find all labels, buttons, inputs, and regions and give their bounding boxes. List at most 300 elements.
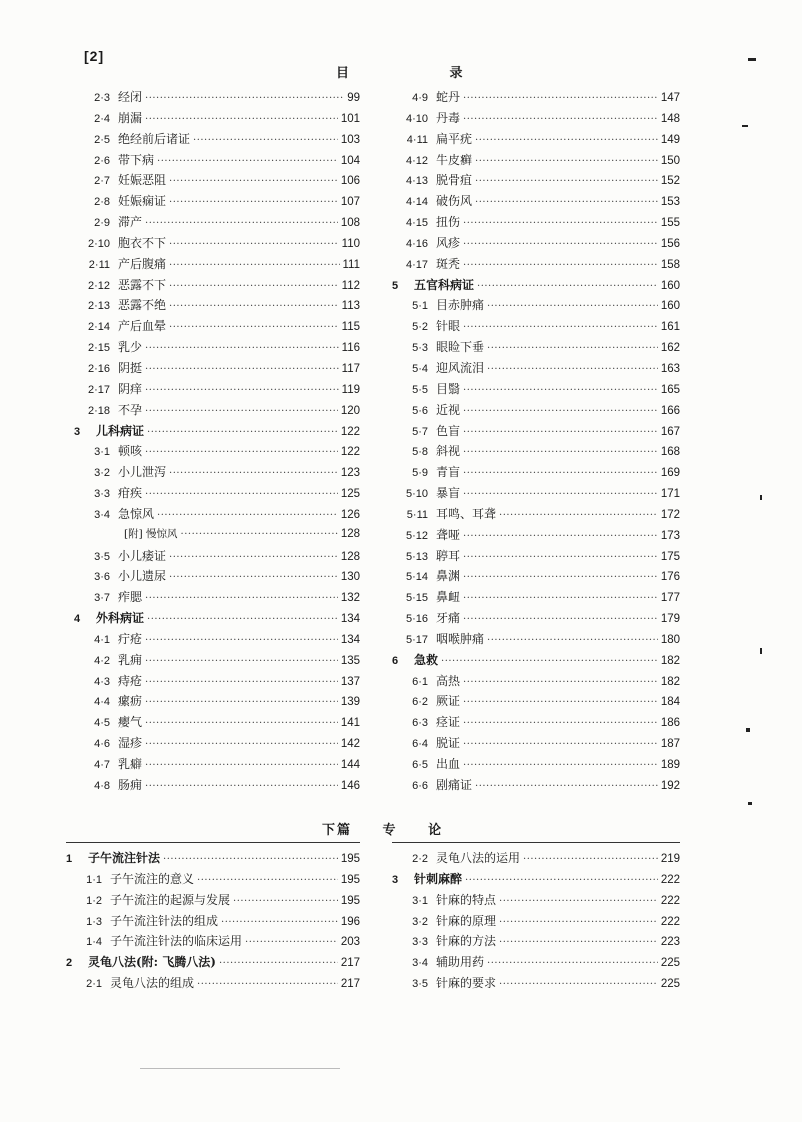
toc-entry-page: 146	[340, 779, 360, 792]
toc-entry-title: 咽喉肿痛	[436, 631, 485, 646]
toc-entry	[74, 567, 360, 588]
dot-leader	[147, 424, 338, 438]
toc-entry	[74, 505, 360, 526]
dot-leader	[463, 590, 658, 604]
toc-entry	[74, 672, 360, 693]
toc-entry-page: 134	[340, 613, 360, 626]
toc-entry-page: 217	[340, 957, 360, 970]
toc-entry-page: 160	[660, 279, 680, 292]
toc-entry	[74, 151, 360, 172]
toc-entry-number: 5·6	[412, 404, 428, 417]
toc-entry-page: 177	[660, 592, 680, 605]
toc-entry-number: 5·4	[412, 362, 428, 375]
toc-entry	[392, 588, 680, 609]
dot-leader	[463, 528, 658, 542]
toc-entry-page: 119	[341, 383, 360, 396]
dot-leader	[499, 893, 658, 907]
toc-entry-page: 156	[660, 237, 680, 250]
dot-leader	[145, 674, 338, 688]
toc-entry-page: 107	[340, 196, 360, 209]
toc-entry-page: 137	[340, 675, 360, 688]
dot-leader	[193, 132, 338, 146]
toc-entry-number: 4·13	[405, 175, 428, 188]
toc-entry-number: 3·5	[412, 978, 428, 991]
dot-leader	[463, 444, 658, 458]
toc-entry	[74, 213, 360, 234]
toc-entry-page: 225	[660, 978, 680, 991]
toc-entry	[392, 463, 680, 484]
toc-entry-number: 5·10	[405, 488, 428, 501]
toc-entry-page: 187	[660, 738, 680, 751]
toc-entry	[392, 755, 680, 776]
toc-entry-title: 子午流注的起源与发展	[110, 892, 231, 907]
toc-entry-number: 2·7	[94, 175, 110, 188]
toc-entry-title: 小儿遗尿	[118, 569, 167, 584]
toc-column-top-left	[74, 88, 360, 797]
dot-leader	[463, 403, 658, 417]
toc-entry	[74, 359, 360, 380]
toc-entry-title: 针麻的原理	[436, 913, 497, 928]
toc-entry-page: 116	[341, 342, 360, 355]
toc-entry-title: 高热	[436, 673, 461, 688]
scan-mark	[760, 495, 762, 500]
toc-entry-page: 123	[340, 467, 360, 480]
toc-entry-number: 5·2	[412, 321, 428, 334]
toc-entry-title: 肠痈	[118, 777, 143, 792]
toc-entry	[74, 755, 360, 776]
dot-leader	[487, 298, 658, 312]
toc-entry-title: 牛皮癣	[436, 152, 473, 167]
toc-entry-number: 4·6	[94, 738, 110, 751]
toc-entry-title: 眼睑下垂	[436, 340, 485, 355]
page-number: [2]	[84, 48, 105, 64]
toc-entry	[74, 380, 360, 401]
toc-entry-page: 115	[341, 321, 360, 334]
toc-entry	[74, 442, 360, 463]
toc-entry-number: 5·16	[405, 613, 428, 626]
toc-entry-title: 瘿气	[118, 715, 143, 730]
dot-leader	[463, 694, 658, 708]
toc-entry	[392, 255, 680, 276]
toc-entry-page: 172	[660, 508, 680, 521]
dot-leader	[523, 851, 658, 865]
toc-entry-title: 阴挺	[118, 360, 143, 375]
toc-entry-title: 妊娠痫证	[118, 194, 167, 209]
toc-entry-title: 辅助用药	[436, 955, 485, 970]
dot-leader	[477, 278, 658, 292]
toc-entry-number: 3·1	[94, 446, 110, 459]
toc-entry-number: 6·1	[412, 675, 428, 688]
toc-entry	[66, 870, 360, 891]
toc-entry-title: 滞产	[118, 215, 143, 230]
toc-entry-title: 痉证	[436, 715, 461, 730]
toc-entry-page: 99	[347, 92, 360, 104]
toc-entry	[392, 953, 680, 974]
toc-entry-page: 169	[660, 467, 680, 480]
dot-leader	[145, 778, 338, 792]
toc-entry-page: 176	[660, 571, 680, 584]
toc-entry-number: 2·13	[87, 300, 110, 313]
dot-leader	[157, 507, 338, 521]
toc-entry-title: 聋哑	[436, 527, 461, 542]
toc-entry-number: 1·1	[86, 873, 102, 886]
dot-leader	[487, 632, 658, 646]
toc-entry-page: 130	[340, 571, 360, 584]
dot-leader	[463, 319, 658, 333]
toc-entry	[74, 171, 360, 192]
toc-entry-page: 134	[340, 633, 360, 646]
toc-entry-number: 3·2	[94, 467, 110, 480]
toc-entry-number: 2·5	[94, 133, 110, 146]
toc-entry-title: 目赤肿痛	[436, 298, 485, 313]
dot-leader	[463, 257, 658, 271]
toc-entry-page: 189	[660, 759, 680, 771]
toc-entry-number: 4·1	[94, 633, 110, 646]
dot-leader	[145, 653, 338, 667]
toc-entry-title: 色盲	[436, 423, 461, 438]
toc-entry-page: 152	[660, 175, 680, 188]
dot-leader	[145, 111, 338, 125]
toc-entry-number: 5·7	[412, 425, 428, 438]
toc-entry	[392, 234, 680, 255]
section-title-part2: 专	[382, 823, 398, 838]
toc-entry	[74, 588, 360, 609]
toc-entry	[392, 974, 680, 995]
toc-entry-page: 117	[341, 362, 360, 375]
toc-entry	[74, 422, 360, 443]
toc-entry-number: 4·11	[406, 133, 428, 146]
toc-entry-title: 针眼	[436, 319, 461, 334]
toc-entry	[392, 338, 680, 359]
toc-entry-title: 迎风流泪	[436, 360, 485, 375]
toc-entry-title: 妊娠恶阻	[118, 173, 167, 188]
toc-entry-number: 2·18	[87, 404, 110, 417]
toc-entry-page: 147	[660, 92, 680, 104]
toc-entry-number: 6·3	[412, 717, 428, 730]
section-title-part3: 论	[428, 823, 444, 838]
toc-entry-page: 217	[340, 978, 360, 991]
toc-entry-number: 2·9	[94, 217, 110, 230]
toc-entry-page: 186	[660, 717, 680, 730]
toc-entry-page: 165	[660, 383, 680, 396]
toc-entry-title: 针麻的方法	[436, 934, 497, 949]
toc-entry	[66, 891, 360, 912]
toc-entry	[392, 401, 680, 422]
toc-entry	[392, 171, 680, 192]
dot-leader	[145, 382, 339, 396]
toc-entry-title: 乳癖	[118, 757, 143, 771]
dot-leader	[169, 278, 339, 292]
toc-entry-title: 小儿痿证	[118, 548, 167, 563]
toc-entry	[392, 651, 680, 672]
dot-leader	[463, 486, 658, 500]
toc-entry-number: 4·3	[94, 675, 110, 688]
dot-leader	[441, 653, 658, 667]
toc-entry-number: 2·3	[94, 92, 110, 104]
toc-entry-page: 112	[341, 279, 360, 292]
toc-entry-title: 斑秃	[436, 256, 461, 271]
toc-entry	[74, 109, 360, 130]
dot-leader	[145, 486, 338, 500]
toc-entry-number: 5·15	[405, 592, 428, 605]
dot-leader	[475, 194, 658, 208]
toc-entry-title: 经闭	[118, 90, 143, 104]
dot-leader	[157, 153, 338, 167]
toc-entry	[74, 651, 360, 672]
toc-entry-number: 6·4	[412, 738, 428, 751]
toc-entry-title: 恶露不绝	[118, 298, 167, 313]
toc-entry-page: 162	[660, 342, 680, 355]
toc-entry	[74, 463, 360, 484]
toc-entry	[392, 422, 680, 443]
toc-entry-number: 4·7	[94, 759, 110, 771]
scan-rule-bottom	[140, 1068, 340, 1069]
toc-entry-title: 绝经前后诸证	[118, 131, 191, 146]
dot-leader	[145, 736, 338, 750]
toc-entry	[66, 953, 360, 974]
toc-entry-number: 5·5	[412, 383, 428, 396]
dot-leader	[463, 215, 658, 229]
section-title-part1: 下篇	[322, 823, 353, 838]
dot-leader	[463, 465, 658, 479]
toc-entry-title: 子午流注针法	[88, 851, 161, 865]
toc-entry-number: 2·12	[87, 279, 110, 292]
toc-entry	[392, 776, 680, 797]
toc-entry-page: 182	[660, 675, 680, 688]
dot-leader	[475, 132, 658, 146]
toc-entry-page: 141	[340, 717, 360, 730]
toc-entry-page: 175	[660, 550, 680, 563]
toc-entry	[74, 609, 360, 630]
toc-entry-title: 小儿泄泻	[118, 465, 167, 480]
toc-entry	[392, 442, 680, 463]
dot-leader	[475, 173, 658, 187]
toc-entry-page: 153	[660, 196, 680, 209]
toc-entry-title: 蛇丹	[436, 90, 461, 104]
toc-entry-number: 1	[66, 853, 73, 865]
scan-mark	[748, 802, 752, 805]
dot-leader	[499, 934, 658, 948]
toc-entry-number: 6·6	[412, 779, 428, 792]
toc-entry-number: 2·1	[86, 978, 102, 991]
toc-entry	[392, 870, 680, 891]
dot-leader	[463, 674, 658, 688]
toc-entry-number: 2·17	[87, 383, 110, 396]
toc-entry	[392, 526, 680, 547]
toc-entry-number: 5·11	[406, 508, 428, 521]
toc-entry-title: 产后腹痛	[118, 256, 167, 271]
toc-entry	[392, 151, 680, 172]
toc-entry-page: 163	[660, 362, 680, 375]
toc-entry-number: 2·16	[87, 362, 110, 375]
toc-entry-number: 3·1	[412, 894, 428, 907]
toc-entry	[74, 296, 360, 317]
toc-entry-page: 120	[340, 404, 360, 417]
toc-entry-title: 恶露不下	[118, 277, 167, 292]
dot-leader	[169, 319, 339, 333]
toc-entry-number: 2·8	[94, 196, 110, 209]
toc-entry	[66, 849, 360, 870]
toc-entry-title: 子午流注针法的临床运用	[110, 934, 243, 949]
toc-entry-page: 126	[340, 508, 360, 521]
toc-entry-page: 101	[340, 112, 360, 125]
toc-entry-page: 173	[660, 529, 680, 542]
toc-entry	[74, 276, 360, 297]
toc-entry-page: 166	[660, 404, 680, 417]
toc-entry-page: 160	[660, 300, 680, 313]
toc-entry-title: 痄腮	[118, 590, 143, 605]
toc-entry	[74, 317, 360, 338]
toc-entry-page: 203	[340, 936, 360, 949]
dot-leader	[463, 111, 658, 125]
toc-entry-page: 155	[660, 217, 680, 230]
toc-entry-page: 128	[340, 527, 360, 540]
toc-entry-number: 3·5	[94, 550, 110, 563]
toc-entry-title: 急救	[414, 652, 439, 667]
dot-leader	[145, 215, 338, 229]
toc-entry-title: 湿疹	[118, 736, 143, 751]
toc-entry-number: 3·6	[94, 571, 110, 584]
toc-entry	[74, 776, 360, 797]
toc-entry	[392, 296, 680, 317]
toc-entry	[392, 734, 680, 755]
dot-leader	[463, 736, 658, 750]
toc-entry-page: 168	[660, 446, 680, 459]
toc-entry	[74, 713, 360, 734]
toc-entry-title: 丹毒	[436, 110, 461, 125]
toc-entry-number: 5·9	[412, 467, 428, 480]
toc-entry-title: 灵龟八法的运用	[436, 851, 521, 865]
toc-entry-number: 4·2	[94, 654, 110, 667]
toc-entry-page: 179	[660, 613, 680, 626]
toc-entry-page: 128	[340, 550, 360, 563]
dot-leader	[475, 153, 658, 167]
dot-leader	[145, 340, 339, 354]
dot-leader	[145, 694, 338, 708]
dot-leader	[145, 590, 338, 604]
toc-entry	[392, 109, 680, 130]
toc-entry	[74, 130, 360, 151]
dot-leader	[197, 872, 338, 886]
toc-entry-number: 3·7	[94, 592, 110, 605]
toc-entry-number: 4·15	[405, 217, 428, 230]
toc-entry-title: 脱骨疽	[436, 173, 473, 188]
toc-entry-number: 6	[392, 654, 399, 667]
toc-entry-number: 2·11	[88, 258, 110, 271]
toc-column-bottom-left	[66, 849, 360, 995]
toc-entry-page: 125	[340, 488, 360, 501]
toc-entry-page: 150	[660, 154, 680, 167]
toc-entry	[392, 567, 680, 588]
dot-leader	[463, 382, 658, 396]
dot-leader	[463, 611, 658, 625]
toc-entry	[392, 276, 680, 297]
toc-entry-number: 4·4	[94, 696, 110, 709]
dot-leader	[169, 549, 338, 563]
scan-mark	[760, 648, 762, 654]
toc-entry	[66, 974, 360, 995]
toc-entry	[392, 692, 680, 713]
toc-entry-title: 阴痒	[118, 381, 143, 396]
dot-leader	[145, 757, 338, 771]
toc-entry-number: 5·12	[405, 529, 428, 542]
toc-entry-number: 5·17	[405, 633, 428, 646]
toc-entry-number: 6·2	[412, 696, 428, 709]
toc-entry	[74, 692, 360, 713]
dot-leader	[463, 90, 658, 104]
dot-leader	[233, 893, 338, 907]
toc-entry	[74, 547, 360, 568]
dot-leader	[169, 236, 339, 250]
toc-entry-title: 耳鸣、耳聋	[436, 506, 497, 521]
toc-entry-title: 斜视	[436, 444, 461, 459]
dot-leader	[465, 872, 658, 886]
toc-entry	[392, 192, 680, 213]
toc-entry-title: 目翳	[436, 381, 461, 396]
toc-entry-page: 195	[340, 894, 360, 907]
toc-entry-number: 2	[66, 957, 73, 970]
toc-entry-number: 3·3	[94, 488, 110, 501]
toc-entry-title: 胞衣不下	[118, 235, 167, 250]
toc-entry-title: 灵龟八法(附: 飞腾八法)	[88, 955, 216, 970]
toc-entry	[392, 380, 680, 401]
section-title	[322, 819, 443, 838]
toc-entry-title: 鼻衄	[436, 590, 461, 605]
toc-entry-number: 6·5	[412, 759, 428, 771]
toc-entry-number: 3·4	[412, 957, 428, 970]
toc-entry	[392, 547, 680, 568]
toc-entry	[392, 359, 680, 380]
toc-entry-page: 149	[660, 133, 680, 146]
toc-entry-number: 1·2	[86, 894, 102, 907]
toc-entry-title: 五官科病证	[414, 277, 475, 292]
toc-entry-title: 乳少	[118, 340, 143, 355]
toc-entry-title: 瘰疬	[118, 694, 143, 709]
toc-entry-number: 4·10	[405, 112, 428, 125]
toc-entry-title: 针麻的特点	[436, 892, 497, 907]
toc-entry-page: 113	[341, 300, 360, 313]
toc-entry-page: 161	[660, 321, 680, 334]
toc-entry-number: 5·8	[412, 446, 428, 459]
toc-entry-title: 疳疾	[118, 486, 143, 501]
dot-leader	[145, 361, 339, 375]
toc-entry-page: 110	[341, 237, 360, 250]
toc-entry-page: 180	[660, 633, 680, 646]
toc-entry	[392, 88, 680, 109]
toc-entry-title: 外科病证	[96, 611, 145, 626]
dot-leader	[487, 361, 658, 375]
toc-entry-page: 135	[340, 654, 360, 667]
toc-entry-number: 2·15	[87, 342, 110, 355]
toc-entry-page: 184	[660, 696, 680, 709]
dot-leader	[181, 526, 338, 540]
scan-mark	[746, 728, 750, 732]
dot-leader	[463, 549, 658, 563]
dot-leader	[169, 173, 338, 187]
toc-entry-title: 青盲	[436, 465, 461, 480]
toc-entry-title: 不孕	[118, 402, 143, 417]
toc-entry-page: 139	[340, 696, 360, 709]
toc-entry	[392, 609, 680, 630]
dot-leader	[463, 236, 658, 250]
toc-entry-page: 225	[660, 957, 680, 970]
toc-entry	[392, 317, 680, 338]
toc-entry	[392, 484, 680, 505]
toc-entry	[74, 255, 360, 276]
toc-entry-title: 脱证	[436, 736, 461, 751]
toc-entry-page: 182	[660, 654, 680, 667]
dot-leader	[221, 914, 338, 928]
